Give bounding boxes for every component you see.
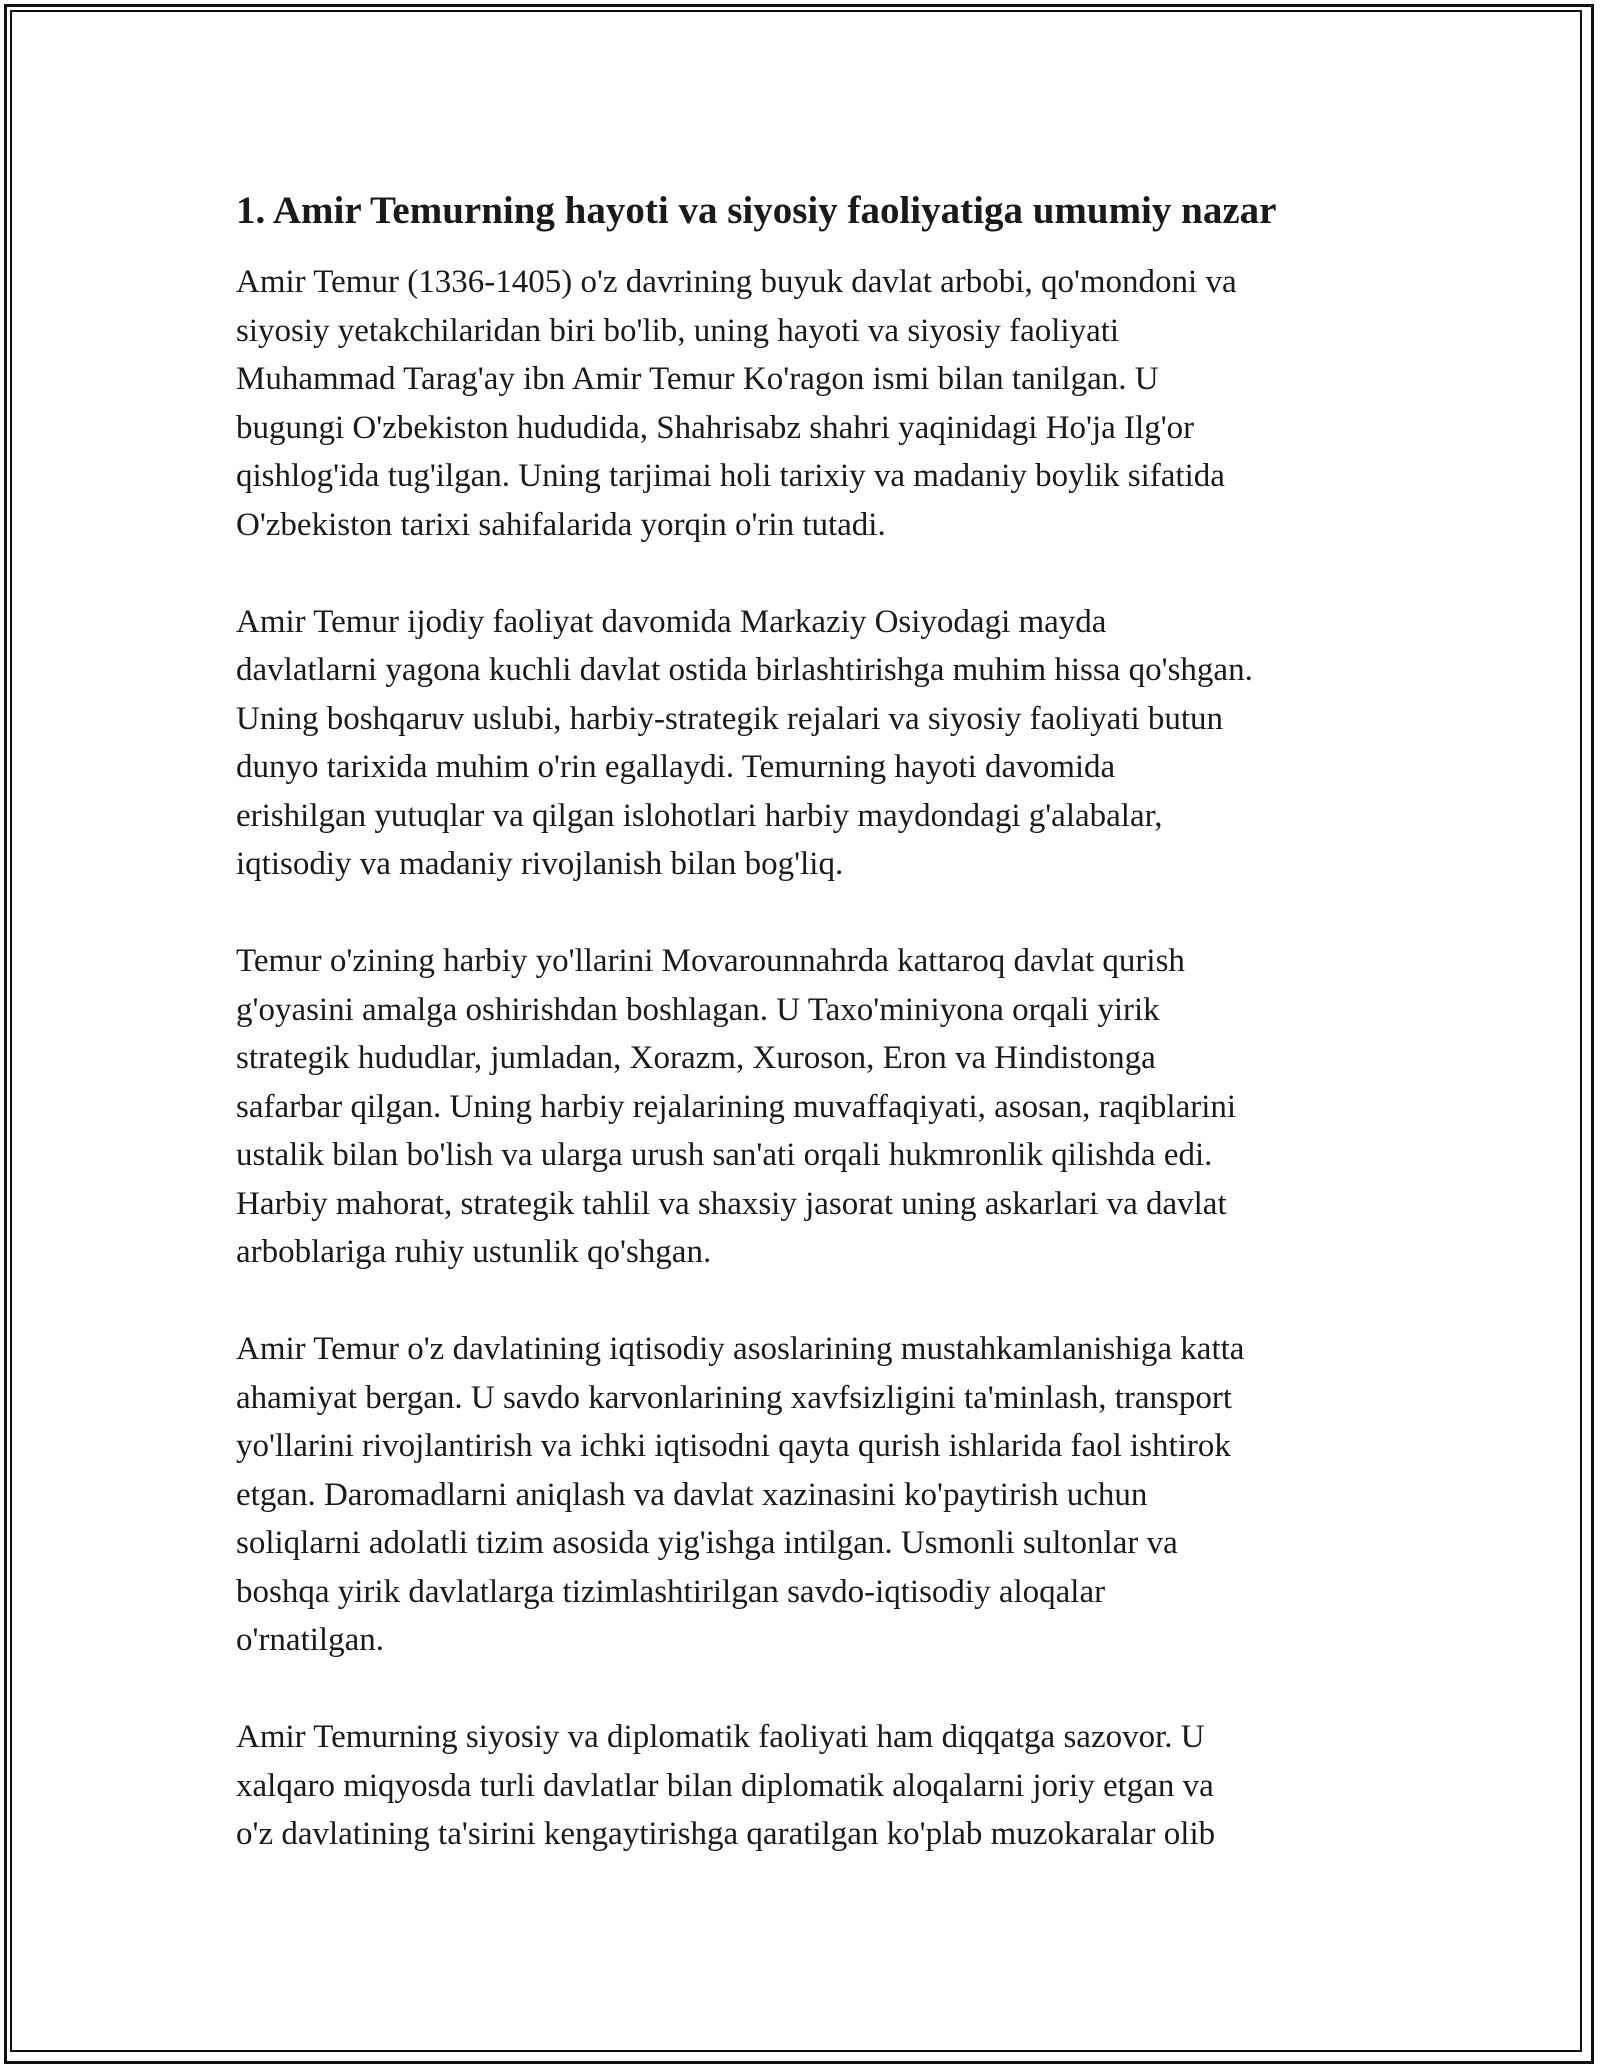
text-line: etgan. Daromadlarni aniqlash va davlat xazinasini ko'paytirish uchun bbox=[236, 1476, 1148, 1513]
paragraph-3 bbox=[236, 937, 1376, 1277]
text-line: arboblariga ruhiy ustunlik qo'shgan. bbox=[236, 1234, 712, 1270]
text-line: Muhammad Tarag'ay ibn Amir Temur Ko'ragon ismi bilan tanilgan. U bbox=[236, 361, 1159, 397]
text-line: boshqa yirik davlatlarga tizimlashtirilgan savdo-iqtisodiy aloqalar bbox=[236, 1573, 1106, 1610]
text-line: safarbar qilgan. Uning harbiy rejalarining muvaffaqiyati, asosan, raqiblarini bbox=[236, 1088, 1237, 1125]
text-line: yo'llarini rivojlantirish va ichki iqtisodni qayta qurish ishlarida faol ishtirok bbox=[236, 1428, 1231, 1464]
section-heading: 1. Amir Temurning hayoti va siyosiy faoliyatiga umumiy nazar bbox=[236, 189, 1277, 232]
text-line: siyosiy yetakchilaridan biri bo'lib, uning hayoti va siyosiy faoliyati bbox=[236, 312, 1120, 349]
text-line: dunyo tarixida muhim o'rin egallaydi. Temurning hayoti davomida bbox=[236, 749, 1116, 785]
text-line: o'z davlatining ta'sirini kengaytirishga qaratilgan ko'plab muzokaralar olib bbox=[236, 1816, 1216, 1852]
paragraph-5 bbox=[236, 1713, 1376, 1859]
text-line: o'rnatilgan. bbox=[236, 1622, 384, 1658]
paragraph-4 bbox=[236, 1325, 1376, 1665]
text-line: Temur o'zining harbiy yo'llarini Movarounnahrda kattaroq davlat qurish bbox=[236, 943, 1185, 979]
text-line: Uning boshqaruv uslubi, harbiy-strategik rejalari va siyosiy faoliyati butun bbox=[236, 700, 1224, 737]
text-line: Harbiy mahorat, strategik tahlil va shaxsiy jasorat uning askarlari va davlat bbox=[236, 1185, 1227, 1222]
text-line: Amir Temur ijodiy faoliyat davomida Markaziy Osiyodagi mayda bbox=[236, 603, 1107, 640]
text-line: Amir Temur (1336-1405) o'z davrining buyuk davlat arbobi, qo'mondoni va bbox=[236, 264, 1237, 300]
text-line: qishlog'ida tug'ilgan. Uning tarjimai holi tarixiy va madaniy boylik sifatida bbox=[236, 458, 1225, 494]
text-line: ustalik bilan bo'lish va ularga urush san'ati orqali hukmronlik qilishda edi. bbox=[236, 1137, 1213, 1173]
text-line: Amir Temur o'z davlatining iqtisodiy asoslarining mustahkamlanishiga katta bbox=[236, 1331, 1245, 1367]
text-line: iqtisodiy va madaniy rivojlanish bilan bog'liq. bbox=[236, 846, 844, 882]
text-line: davlatlarni yagona kuchli davlat ostida birlashtirishga muhim hissa qo'shgan. bbox=[236, 652, 1253, 688]
text-line: ahamiyat bergan. U savdo karvonlarining xavfsizligini ta'minlash, transport bbox=[236, 1379, 1233, 1416]
text-line: xalqaro miqyosda turli davlatlar bilan diplomatik aloqalarni joriy etgan va bbox=[236, 1767, 1214, 1804]
text-line: g'oyasini amalga oshirishdan boshlagan. U Taxo'miniyona orqali yirik bbox=[236, 991, 1160, 1028]
text-line: Amir Temurning siyosiy va diplomatik faoliyati ham diqqatga sazovor. U bbox=[236, 1719, 1205, 1755]
text-line: strategik hududlar, jumladan, Xorazm, Xuroson, Eron va Hindistonga bbox=[236, 1040, 1156, 1076]
paragraph-1 bbox=[236, 258, 1376, 549]
paragraph-2 bbox=[236, 598, 1376, 889]
document-body bbox=[236, 186, 1376, 1907]
text-line: bugungi O'zbekiston hududida, Shahrisabz shahri yaqinidagi Ho'ja Ilg'or bbox=[236, 409, 1195, 446]
text-line: erishilgan yutuqlar va qilgan islohotlari harbiy maydondagi g'alabalar, bbox=[236, 797, 1163, 834]
text-line: O'zbekiston tarixi sahifalarida yorqin o'rin tutadi. bbox=[236, 506, 886, 543]
text-line: soliqlarni adolatli tizim asosida yig'ishga intilgan. Usmonli sultonlar va bbox=[236, 1525, 1178, 1561]
